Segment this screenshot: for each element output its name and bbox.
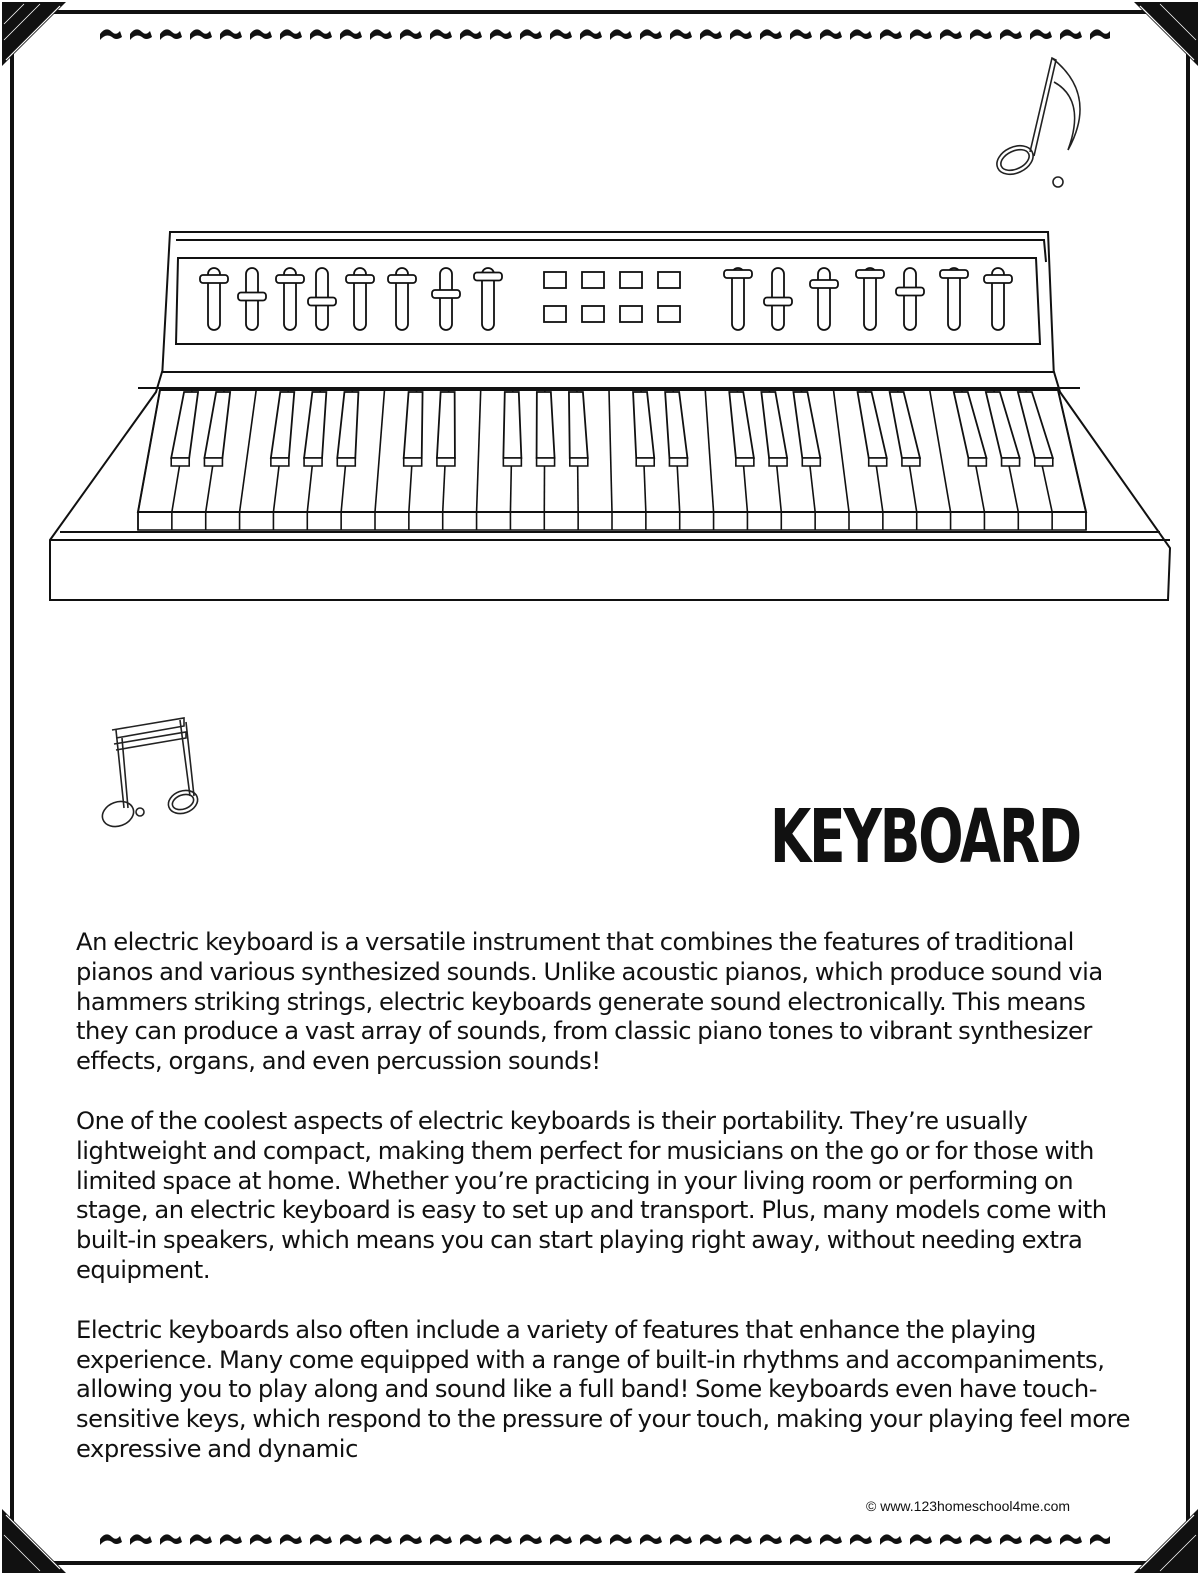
copyright-notice: © www.123homeschool4me.com bbox=[866, 1498, 1071, 1514]
paragraph-2: One of the coolest aspects of electric keyboards is their portability. They’re usually lightweight and compact, making them perfect for musicians on the go or for those with limited space at home. Whether you’re practicing in your living room or performing on stage, an electric keyboard is easy to set up and transport. Plus, many models come with built-in speakers, which means you can start playing right away, without needing extra equipment. bbox=[76, 1106, 1107, 1284]
page-title: KEYBOARD bbox=[770, 794, 1080, 880]
paragraph-3: Electric keyboards also often include a variety of features that enhance the playing experience. Many come equipped with a range of built-in rhythms and accompaniments, allowing you to play along and sound like a full band! Some keyboards even have touch-sensitive keys, which respond to the pressure of your touch, making your playing feel more expressive and dynamic bbox=[76, 1315, 1131, 1463]
eighth-note-icon bbox=[992, 58, 1080, 187]
beamed-notes-icon bbox=[99, 718, 201, 831]
body-text bbox=[76, 928, 1136, 1495]
keyboard-illustration bbox=[50, 232, 1170, 600]
paragraph-1: An electric keyboard is a versatile instrument that combines the features of traditional pianos and various synthesized sounds. Unlike acoustic pianos, which produce sound via hammers striking strings, electric keyboards generate sound electronically. This means they can produce a vast array of sounds, from classic piano tones to vibrant synthesizer effects, organs, and even percussion sounds! bbox=[76, 928, 1103, 1076]
